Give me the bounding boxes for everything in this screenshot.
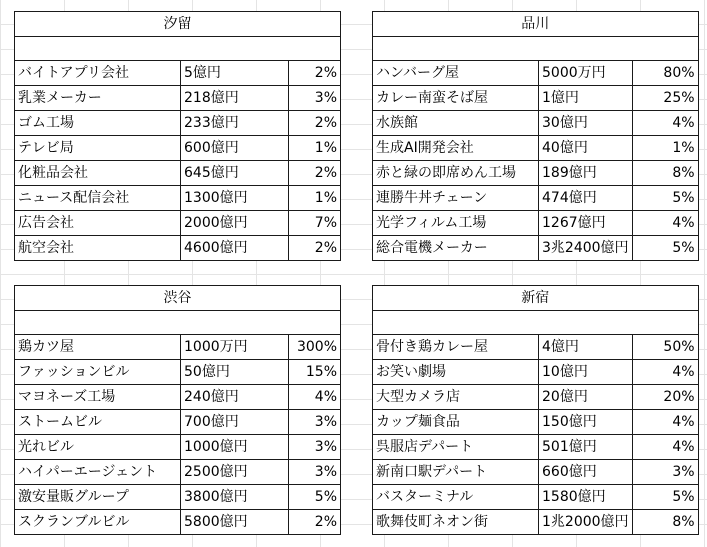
- table-shinjuku: [372, 285, 699, 535]
- blank-row: [15, 311, 341, 335]
- table-row: [373, 460, 699, 485]
- table-row: [373, 385, 699, 410]
- amount-cell[interactable]: 5億円: [181, 61, 289, 86]
- amount-cell[interactable]: 660億円: [539, 460, 633, 485]
- percent-cell[interactable]: 80%: [632, 61, 698, 86]
- table-row: [373, 335, 699, 360]
- blank-cell[interactable]: [373, 37, 699, 61]
- table-row: [373, 435, 699, 460]
- percent-cell[interactable]: 4%: [632, 111, 698, 136]
- name-cell[interactable]: 水族館: [373, 111, 539, 136]
- blank-cell[interactable]: [15, 37, 341, 61]
- amount-cell[interactable]: 600億円: [181, 136, 289, 161]
- amount-cell[interactable]: 30億円: [539, 111, 633, 136]
- table-row: [15, 510, 341, 535]
- blank-cell[interactable]: [15, 311, 341, 335]
- percent-cell[interactable]: 7%: [289, 211, 341, 236]
- amount-cell[interactable]: 189億円: [539, 161, 633, 186]
- table-header-row: [15, 286, 341, 311]
- name-cell[interactable]: 生成AI開発会社: [373, 136, 539, 161]
- amount-cell[interactable]: 1兆2000億円: [539, 510, 633, 535]
- table-row: [15, 335, 341, 360]
- table-row: [373, 86, 699, 111]
- name-cell[interactable]: バスターミナル: [373, 485, 539, 510]
- percent-cell[interactable]: 2%: [289, 161, 341, 186]
- percent-cell[interactable]: 4%: [632, 435, 698, 460]
- name-cell[interactable]: カレー南蛮そば屋: [373, 86, 539, 111]
- percent-cell[interactable]: 5%: [632, 236, 698, 261]
- name-cell[interactable]: カップ麺食品: [373, 410, 539, 435]
- percent-cell[interactable]: 8%: [632, 161, 698, 186]
- percent-cell[interactable]: 1%: [289, 186, 341, 211]
- percent-cell[interactable]: 2%: [289, 236, 341, 261]
- amount-cell[interactable]: 5000万円: [539, 61, 633, 86]
- amount-cell[interactable]: 700億円: [181, 410, 289, 435]
- table-row: [15, 186, 341, 211]
- amount-cell[interactable]: 2500億円: [181, 460, 289, 485]
- table-row: [15, 61, 341, 86]
- table-title-cell[interactable]: 汐留: [15, 12, 341, 37]
- name-cell[interactable]: ファッションビル: [15, 360, 181, 385]
- amount-cell[interactable]: 10億円: [539, 360, 633, 385]
- table-row: [15, 360, 341, 385]
- name-cell[interactable]: ゴム工場: [15, 111, 181, 136]
- amount-cell[interactable]: 218億円: [181, 86, 289, 111]
- amount-cell[interactable]: 150億円: [539, 410, 633, 435]
- table-header-row: [15, 12, 341, 37]
- amount-cell[interactable]: 1億円: [539, 86, 633, 111]
- amount-cell[interactable]: 233億円: [181, 111, 289, 136]
- table-row: [373, 236, 699, 261]
- table-title-cell[interactable]: 渋谷: [15, 286, 341, 311]
- table-row: [15, 385, 341, 410]
- amount-cell[interactable]: 5800億円: [181, 510, 289, 535]
- percent-cell[interactable]: 2%: [289, 61, 341, 86]
- table-shibuya: [14, 285, 341, 535]
- amount-cell[interactable]: 240億円: [181, 385, 289, 410]
- table-row: [15, 136, 341, 161]
- table-row: [373, 485, 699, 510]
- percent-cell[interactable]: 25%: [632, 86, 698, 111]
- name-cell[interactable]: 連勝牛丼チェーン: [373, 186, 539, 211]
- percent-cell[interactable]: 4%: [632, 211, 698, 236]
- percent-cell[interactable]: 3%: [289, 460, 341, 485]
- table-row: [373, 61, 699, 86]
- table-shiodome: [14, 11, 341, 261]
- percent-cell[interactable]: 5%: [632, 186, 698, 211]
- table-row: [373, 136, 699, 161]
- amount-cell[interactable]: 645億円: [181, 161, 289, 186]
- table-row: [373, 510, 699, 535]
- percent-cell[interactable]: 8%: [632, 510, 698, 535]
- percent-cell[interactable]: 4%: [289, 385, 341, 410]
- blank-cell[interactable]: [373, 311, 699, 335]
- percent-cell[interactable]: 4%: [632, 360, 698, 385]
- table-row: [15, 86, 341, 111]
- name-cell[interactable]: 化粧品会社: [15, 161, 181, 186]
- name-cell[interactable]: 広告会社: [15, 211, 181, 236]
- name-cell[interactable]: 乳業メーカー: [15, 86, 181, 111]
- percent-cell[interactable]: 1%: [289, 136, 341, 161]
- table-row: [15, 410, 341, 435]
- table-row: [373, 360, 699, 385]
- amount-cell[interactable]: 1267億円: [539, 211, 633, 236]
- name-cell[interactable]: ニュース配信会社: [15, 186, 181, 211]
- name-cell[interactable]: 総合電機メーカー: [373, 236, 539, 261]
- percent-cell[interactable]: 3%: [289, 435, 341, 460]
- amount-cell[interactable]: 474億円: [539, 186, 633, 211]
- amount-cell[interactable]: 4600億円: [181, 236, 289, 261]
- name-cell[interactable]: 歌舞伎町ネオン街: [373, 510, 539, 535]
- table-row: [15, 435, 341, 460]
- percent-cell[interactable]: 3%: [632, 460, 698, 485]
- name-cell[interactable]: 激安量販グループ: [15, 485, 181, 510]
- name-cell[interactable]: 骨付き鶏カレー屋: [373, 335, 539, 360]
- table-shinagawa: [372, 11, 699, 261]
- name-cell[interactable]: 大型カメラ店: [373, 385, 539, 410]
- amount-cell[interactable]: 2000億円: [181, 211, 289, 236]
- amount-cell[interactable]: 50億円: [181, 360, 289, 385]
- percent-cell[interactable]: 15%: [289, 360, 341, 385]
- name-cell[interactable]: 新南口駅デパート: [373, 460, 539, 485]
- amount-cell[interactable]: 3兆2400億円: [539, 236, 633, 261]
- table-row: [373, 161, 699, 186]
- amount-cell[interactable]: 40億円: [539, 136, 633, 161]
- percent-cell[interactable]: 5%: [632, 485, 698, 510]
- name-cell[interactable]: マヨネーズ工場: [15, 385, 181, 410]
- percent-cell[interactable]: 2%: [289, 111, 341, 136]
- table-row: [15, 485, 341, 510]
- blank-row: [373, 311, 699, 335]
- table-row: [373, 186, 699, 211]
- percent-cell[interactable]: 3%: [289, 86, 341, 111]
- amount-cell[interactable]: 20億円: [539, 385, 633, 410]
- amount-cell[interactable]: 501億円: [539, 435, 633, 460]
- table-row: [15, 211, 341, 236]
- table-title-cell[interactable]: 品川: [373, 12, 699, 37]
- table-row: [15, 460, 341, 485]
- percent-cell[interactable]: 1%: [632, 136, 698, 161]
- blank-row: [15, 37, 341, 61]
- name-cell[interactable]: バイトアプリ会社: [15, 61, 181, 86]
- table-row: [15, 236, 341, 261]
- blank-row: [373, 37, 699, 61]
- percent-cell[interactable]: 4%: [632, 410, 698, 435]
- name-cell[interactable]: 航空会社: [15, 236, 181, 261]
- table-row: [373, 410, 699, 435]
- name-cell[interactable]: 赤と緑の即席めん工場: [373, 161, 539, 186]
- name-cell[interactable]: テレビ局: [15, 136, 181, 161]
- table-header-row: [373, 12, 699, 37]
- name-cell[interactable]: ストームビル: [15, 410, 181, 435]
- table-title-cell[interactable]: 新宿: [373, 286, 699, 311]
- name-cell[interactable]: 光れビル: [15, 435, 181, 460]
- name-cell[interactable]: 鶏カツ屋: [15, 335, 181, 360]
- amount-cell[interactable]: 1000万円: [181, 335, 289, 360]
- name-cell[interactable]: お笑い劇場: [373, 360, 539, 385]
- amount-cell[interactable]: 4億円: [539, 335, 633, 360]
- table-header-row: [373, 286, 699, 311]
- name-cell[interactable]: ハイパーエージェント: [15, 460, 181, 485]
- amount-cell[interactable]: 1000億円: [181, 435, 289, 460]
- amount-cell[interactable]: 1580億円: [539, 485, 633, 510]
- name-cell[interactable]: 呉服店デパート: [373, 435, 539, 460]
- percent-cell[interactable]: 3%: [289, 410, 341, 435]
- amount-cell[interactable]: 3800億円: [181, 485, 289, 510]
- percent-cell[interactable]: 50%: [632, 335, 698, 360]
- table-row: [15, 111, 341, 136]
- amount-cell[interactable]: 1300億円: [181, 186, 289, 211]
- table-row: [373, 111, 699, 136]
- percent-cell[interactable]: 300%: [289, 335, 341, 360]
- percent-cell[interactable]: 20%: [632, 385, 698, 410]
- name-cell[interactable]: ハンバーグ屋: [373, 61, 539, 86]
- table-row: [15, 161, 341, 186]
- table-row: [373, 211, 699, 236]
- name-cell[interactable]: スクランブルビル: [15, 510, 181, 535]
- name-cell[interactable]: 光学フィルム工場: [373, 211, 539, 236]
- percent-cell[interactable]: 2%: [289, 510, 341, 535]
- percent-cell[interactable]: 5%: [289, 485, 341, 510]
